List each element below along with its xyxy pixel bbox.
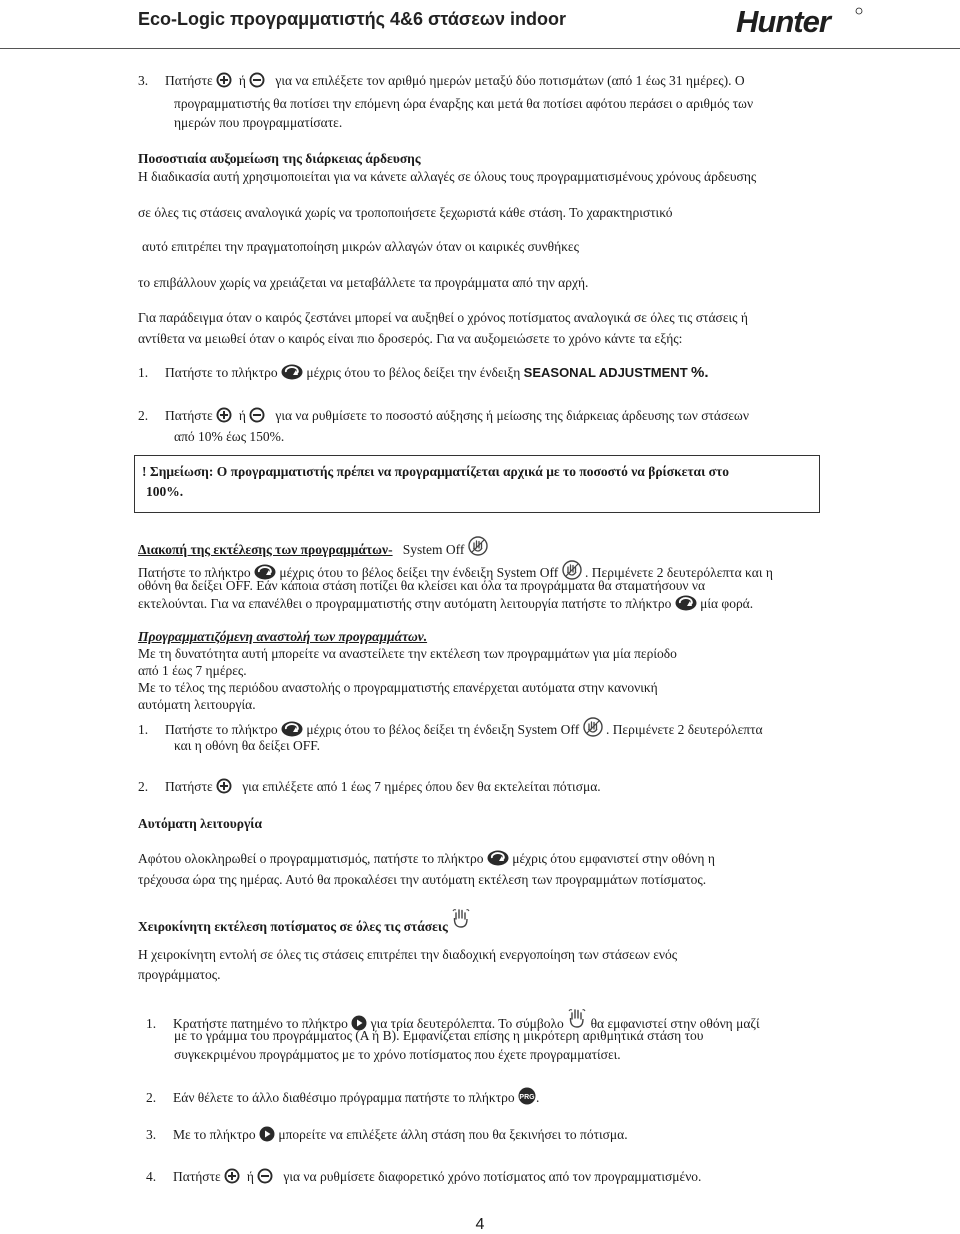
manual-p2: προγράμματος.	[138, 967, 221, 982]
seasonal-step-2-line-2: από 10% έως 150%.	[174, 429, 285, 444]
auto-line-2: τρέχουσα ώρα της ημέρας. Αυτό θα προκαλέσει την αυτόματη εκτέλεση των προγραμμάτων ποτίσματος.	[138, 872, 707, 887]
rain-off-step-2: 2. Πατήστε για επιλέξετε από 1 έως 7 ημέρες όπου δεν θα εκτελείται πότισμα.	[138, 779, 601, 794]
note-line-2: 100%.	[146, 484, 184, 499]
seasonal-p1-line-2: σε όλες τις στάσεις αναλογικά χωρίς να τροποποιήσετε ξεχωριστά κάθε στάση. Το χαρακτηριστικό	[138, 205, 673, 220]
system-off-line-1: Πατήστε το πλήκτρο μέχρις ότου το βέλος δείξει την ένδειξη System Off . Περιμένετε 2 δευτερόλεπτα και η	[138, 560, 773, 581]
manual-heading-line	[138, 907, 471, 935]
seasonal-step-2: 2. Πατήστε ή για να ρυθμίσετε το ποσοστό αύξησης ή μείωσης της διάρκειας άρδευσης των στάσεων	[138, 408, 749, 423]
manual-step-2: 2. Εάν θέλετε το άλλο διαθέσιμο πρόγραμμα πατήστε το πλήκτρο .	[146, 1087, 539, 1106]
rain-off-step-1: 1. Πατήστε το πλήκτρο μέχρις ότου το βέλος δείξει τη ένδειξη System Off . Περιμένετε 2 δευτερόλεπτα	[138, 717, 763, 738]
minus-button-icon	[249, 407, 265, 423]
prg-button-icon	[518, 1087, 536, 1105]
system-off-line-3: εκτελούνται. Για να επανέλθει ο προγραμματιστής στην αυτόματη λειτουργία πατήστε το πλήκτρο μία φορά.	[138, 596, 754, 611]
rain-off-line-2: από 1 έως 7 ημέρες.	[138, 663, 247, 678]
dial-arrow-button-icon	[675, 595, 697, 611]
manual-step-1-line-3: συγκεκριμένου προγράμματος με το χρόνο ποτίσματος που έχετε προγραμματίσει.	[174, 1047, 621, 1062]
auto-line-1: Αφότου ολοκληρωθεί ο προγραμματισμός, πατήστε το πλήκτρο μέχρις ότου εμφανιστεί στην οθόνη η	[138, 851, 715, 866]
seasonal-p1-line-1: Η διαδικασία αυτή χρησιμοποιείται για να κάνετε αλλαγές σε όλους τους προγραμματισμένους χρόνους άρδευσης	[138, 169, 757, 184]
manual-step-4: 4. Πατήστε ή για να ρυθμίσετε διαφορετικό χρόνο ποτίσματος από τον προγραμματισμένο.	[146, 1169, 702, 1184]
document-title: Eco-Logic προγραμματιστής 4&6 στάσεων indoor	[138, 9, 566, 29]
manual-heading: Χειροκίνητη εκτέλεση ποτίσματος σε όλες τις στάσεις	[138, 919, 448, 934]
manual-hand-icon	[451, 907, 471, 929]
manual-step-1-line-2: με το γράμμα του προγράμματος (Α ή Β). Εμφανίζεται επίσης η μικρότερη αριθμητικά στάση του	[174, 1028, 704, 1043]
step-3-line-1: 3. Πατήστε ή για να επιλέξετε τον αριθμό ημερών μεταξύ δύο ποτισμάτων (από 1 έως 31 ημέρες). Ο	[138, 73, 745, 88]
seasonal-p2-line-2: αντίθετα να μειωθεί όταν ο καιρός είναι πιο δροσερός. Για να αυξομειώσετε το χρόνο κάντε τα εξής:	[138, 331, 683, 346]
plus-button-icon	[216, 778, 232, 794]
dial-arrow-button-icon	[281, 364, 303, 380]
rain-off-heading: Προγραμματιζόμενη αναστολή των προγραμμάτων.	[138, 629, 428, 644]
plus-button-icon	[224, 1168, 240, 1184]
rain-off-line-3: Με το τέλος της περιόδου αναστολής ο προγραμματιστής επανέρχεται αυτόματα στην κανονική	[138, 680, 658, 695]
system-off-hand-icon	[468, 536, 488, 556]
hunter-logo-text: Hunter	[736, 4, 830, 38]
minus-button-icon	[257, 1168, 273, 1184]
rain-off-line-1: Με τη δυνατότητα αυτή μπορείτε να αναστείλετε την εκτέλεση των προγραμμάτων για μία περίοδο	[138, 646, 677, 661]
minus-button-icon	[249, 72, 265, 88]
step-3-line-3: ημερών που προγραμματίσατε.	[174, 115, 343, 130]
plus-button-icon	[216, 72, 232, 88]
system-off-heading-line: Διακοπή της εκτέλεσης των προγραμμάτων- System Off	[138, 536, 488, 558]
rain-off-line-4: αυτόματη λειτουργία.	[138, 697, 256, 712]
system-off-line-2: οθόνη θα δείξει OFF. Εάν κάποια στάση ποτίζει θα κλείσει και όλα τα προγράμματα θα σταματήσουν να	[138, 578, 706, 593]
seasonal-p2-line-1: Για παράδειγμα όταν ο καιρός ζεστάνει μπορεί να αυξηθεί ο χρόνος ποτίσματος αναλογικά σε όλες τις στάσεις ή	[138, 310, 748, 325]
hunter-logo	[734, 4, 864, 38]
page-number: 4	[475, 1216, 485, 1233]
system-off-hand-icon	[583, 717, 603, 737]
manual-step-1: 1. Κρατήστε πατημένο το πλήκτρο για τρία δευτερόλεπτα. Το σύμβολο θα εμφανιστεί στην οθόνη μαζί	[146, 1007, 760, 1032]
note-line-1: ! Σημείωση: Ο προγραμματιστής πρέπει να προγραμματίζεται αρχικά με το ποσοστό να βρίσκεται στο	[142, 464, 729, 479]
system-off-heading: Διακοπή της εκτέλεσης των προγραμμάτων-	[138, 542, 393, 557]
seasonal-p1-line-3: αυτό επιτρέπει την πραγματοποίηση μικρών αλλαγών όταν οι καιρικές συνθήκες	[142, 239, 579, 254]
dial-arrow-button-icon	[281, 721, 303, 737]
play-button-icon	[259, 1126, 275, 1142]
plus-button-icon	[216, 407, 232, 423]
manual-p1: Η χειροκίνητη εντολή σε όλες τις στάσεις επιτρέπει την διαδοχική ενεργοποίηση των στάσεων ενός	[138, 947, 678, 962]
seasonal-step-1: 1. Πατήστε το πλήκτρο μέχρις ότου το βέλος δείξει την ένδειξη SEASONAL ADJUSTMENT %.	[138, 364, 709, 381]
seasonal-heading: Ποσοστιαία αυξομείωση της διάρκειας άρδευσης	[138, 151, 421, 166]
dial-arrow-button-icon	[487, 850, 509, 866]
manual-step-3: 3. Με το πλήκτρο μπορείτε να επιλέξετε άλλη στάση που θα ξεκινήσει το πότισμα.	[146, 1127, 628, 1142]
auto-heading: Αυτόματη λειτουργία	[138, 816, 263, 831]
seasonal-p1-line-4: το επιβάλλουν χωρίς να χρειάζεται να μεταβάλλετε τα προγράμματα από την αρχή.	[138, 275, 589, 290]
page-header	[0, 0, 960, 49]
manual-hand-icon	[567, 1007, 587, 1029]
step-3-line-2: προγραμματιστής θα ποτίσει την επόμενη ώρα έναρξης και μετά θα ποτίσει αφότου περάσει ο αριθμός των	[174, 96, 754, 111]
rain-off-step-1-line-2: και η οθόνη θα δείξει OFF.	[174, 738, 321, 753]
